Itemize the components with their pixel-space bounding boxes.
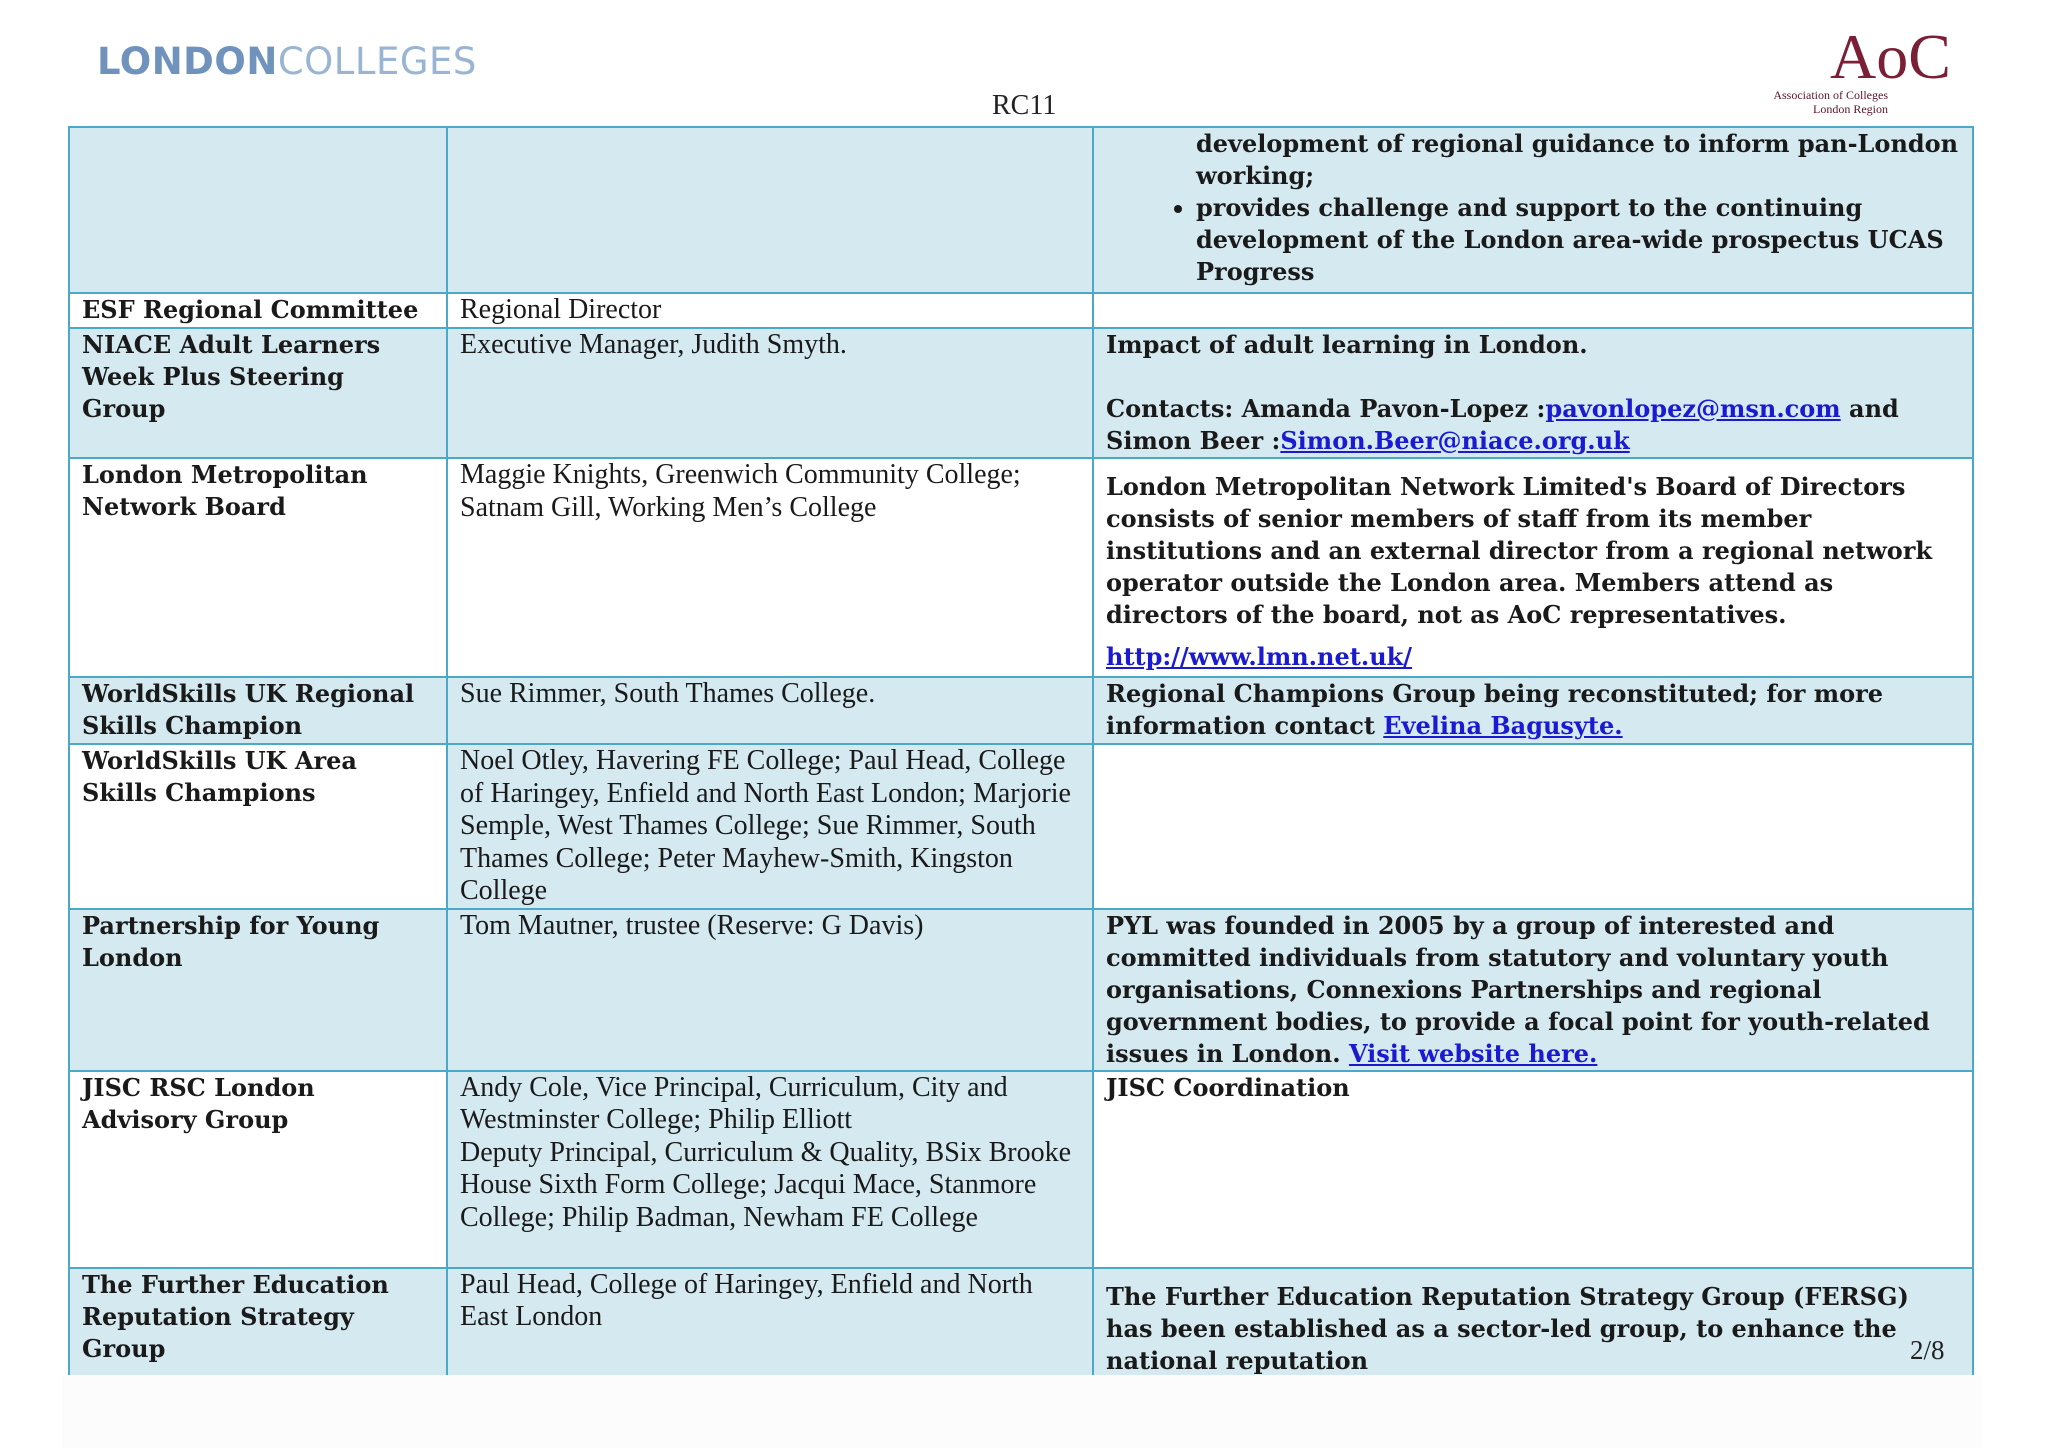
- cell-representative: [447, 127, 1093, 293]
- email-link-amanda[interactable]: pavonlopez@msn.com: [1545, 394, 1841, 423]
- document-code: RC11: [992, 90, 1057, 121]
- table-row: [69, 127, 1973, 293]
- aoc-logo-caption-line1: Association of Colleges: [1773, 88, 1888, 102]
- notes-text: PYL was founded in 2005 by a group of interested and committed individuals from statutory and voluntary youth organisations, Connexions Partnerships and regional government bodies, to provide a focal point for youth-related issues in London.: [1106, 910, 1930, 1068]
- cell-notes: [1093, 328, 1973, 458]
- cell-committee: The Further Education Reputation Strategy Group: [69, 1268, 447, 1378]
- table-row: [69, 744, 1973, 909]
- cell-committee: [69, 127, 447, 293]
- cell-notes: [1093, 677, 1973, 744]
- committees-table: [68, 126, 1974, 1379]
- cell-representative: Sue Rimmer, South Thames College.: [447, 677, 1093, 744]
- list-item: development of regional guidance to inform pan-London working;: [1196, 129, 1959, 190]
- table-row: [69, 677, 1973, 744]
- cell-committee: Partnership for Young London: [69, 909, 447, 1071]
- email-link-simon[interactable]: Simon.Beer@niace.org.uk: [1280, 426, 1630, 455]
- cell-representative: [447, 1071, 1093, 1268]
- aoc-logo-letters: AoC: [1830, 21, 1951, 92]
- cell-representative: Tom Mautner, trustee (Reserve: G Davis): [447, 909, 1093, 1071]
- notes-text: London Metropolitan Network Limited's Board of Directors consists of senior members of staff from its member institutions and an external director from a regional network operator outside the London area. Members attend as directors of the board, not as AoC representatives.: [1106, 472, 1933, 629]
- cell-committee: ESF Regional Committee: [69, 293, 447, 328]
- cell-committee: London Metropolitan Network Board: [69, 458, 447, 677]
- representative-line: Deputy Principal, Curriculum & Quality, BSix Brooke House Sixth Form College; Jacqui Mace, Stanmore College; Philip Badman, Newham FE College: [460, 1136, 1072, 1233]
- notes-text: The Further Education Reputation Strategy Group (FERSG) has been established as a sector-led group, to enhance the national reputation: [1106, 1281, 1909, 1375]
- london-colleges-logo: [97, 40, 477, 83]
- page-footer-band: [62, 1375, 1982, 1448]
- cell-notes: [1093, 744, 1973, 909]
- cell-committee: WorldSkills UK Area Skills Champions: [69, 744, 447, 909]
- contacts-label: Contacts: Amanda Pavon-Lopez :: [1106, 394, 1546, 423]
- cell-representative: Noel Otley, Havering FE College; Paul Head, College of Haringey, Enfield and North East London; Marjorie Semple, West Thames College; Sue Rimmer, South Thames College; Peter Mayhew-Smith, Kingston College: [447, 744, 1093, 909]
- contacts-line: [1106, 393, 1960, 457]
- table-row: [69, 909, 1973, 1071]
- contacts-label-2: Simon Beer :: [1106, 426, 1281, 455]
- cell-notes: [1093, 293, 1973, 328]
- notes-line: Impact of adult learning in London.: [1106, 330, 1588, 359]
- table-row: [69, 293, 1973, 328]
- cell-notes: [1093, 458, 1973, 677]
- cell-representative: Maggie Knights, Greenwich Community College; Satnam Gill, Working Men’s College: [447, 458, 1093, 677]
- cell-notes: [1093, 1268, 1973, 1378]
- notes-text: Regional Champions Group being reconstituted; for more information contact: [1106, 679, 1884, 740]
- contacts-and: and: [1840, 394, 1899, 423]
- cell-committee: WorldSkills UK Regional Skills Champion: [69, 677, 447, 744]
- notes-bullet-list: [1106, 128, 1960, 288]
- table-row: [69, 458, 1973, 677]
- lmn-website-link[interactable]: http://www.lmn.net.uk/: [1106, 642, 1413, 671]
- cell-notes: [1093, 909, 1973, 1071]
- page-number: 2/8: [1910, 1335, 1945, 1365]
- contact-link-evelina[interactable]: Evelina Bagusyte.: [1383, 711, 1623, 740]
- cell-representative: Executive Manager, Judith Smyth.: [447, 328, 1093, 458]
- cell-notes: JISC Coordination: [1093, 1071, 1973, 1268]
- table-row: [69, 1071, 1973, 1268]
- cell-committee: JISC RSC London Advisory Group: [69, 1071, 447, 1268]
- logo-text-colleges: COLLEGES: [277, 40, 477, 83]
- cell-representative: Regional Director: [447, 293, 1093, 328]
- list-item: • provides challenge and support to the continuing development of the London area-wide prospectus UCAS Progress: [1196, 192, 1960, 288]
- aoc-logo-caption-line2: London Region: [1813, 102, 1888, 116]
- cell-committee: NIACE Adult Learners Week Plus Steering Group: [69, 328, 447, 458]
- pyl-website-link[interactable]: Visit website here.: [1348, 1038, 1598, 1068]
- cell-notes: [1093, 127, 1973, 293]
- aoc-logo: [1760, 18, 1960, 118]
- table-row: [69, 328, 1973, 458]
- aoc-logo-caption: [1760, 88, 1888, 116]
- logo-text-london: LONDON: [97, 40, 278, 83]
- table-row: [69, 1268, 1973, 1378]
- cell-representative: Paul Head, College of Haringey, Enfield and North East London: [447, 1268, 1093, 1378]
- representative-line: Andy Cole, Vice Principal, Curriculum, City and Westminster College; Philip Elliott: [460, 1071, 1008, 1135]
